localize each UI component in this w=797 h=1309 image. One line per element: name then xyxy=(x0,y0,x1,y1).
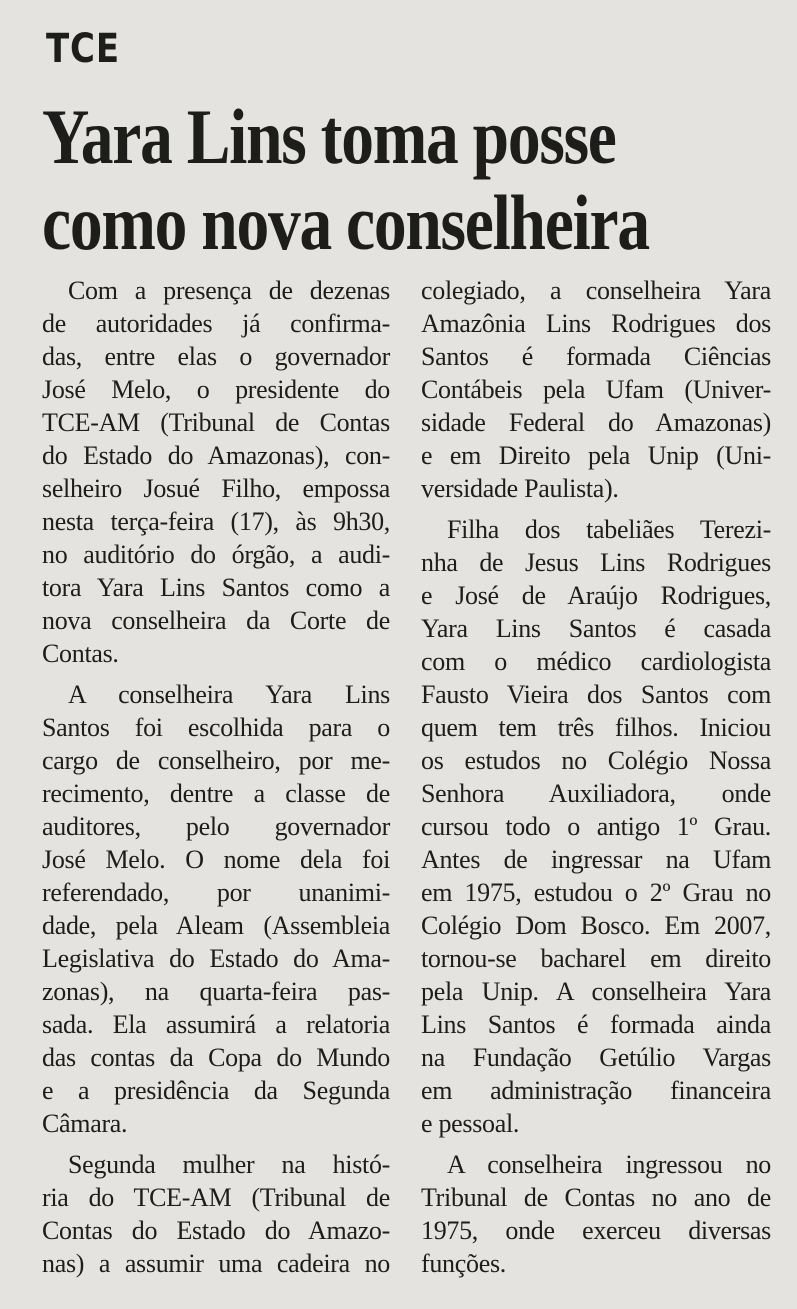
text-line: tornou-se bacharel em direito xyxy=(421,944,771,973)
paragraph-gap xyxy=(421,1140,771,1148)
headline xyxy=(42,94,668,266)
text-line: selheiro Josué Filho, empossa xyxy=(42,474,390,503)
text-line: Lins Santos é formada ainda xyxy=(421,1010,771,1039)
text-line: sidade Federal do Amazonas) xyxy=(421,408,771,437)
text-line: Segunda mulher na histó- xyxy=(68,1150,390,1179)
text-line: Com a presença de dezenas xyxy=(68,276,390,305)
text-line: dade, pela Aleam (Assembleia xyxy=(42,911,390,940)
text-line: Contas. xyxy=(42,639,119,668)
text-line: recimento, dentre a classe de xyxy=(42,779,390,808)
text-line: Fausto Vieira dos Santos com xyxy=(421,680,771,709)
text-line: versidade Paulista). xyxy=(421,474,619,503)
text-line: no auditório do órgão, a audi- xyxy=(42,540,390,569)
text-line: Legislativa do Estado do Ama- xyxy=(42,944,390,973)
paragraph-gap xyxy=(421,505,771,513)
paragraph-gap xyxy=(42,1140,390,1148)
text-line: das, entre elas o governador xyxy=(42,342,390,371)
text-line: Senhora Auxiliadora, onde xyxy=(421,779,771,808)
text-line: Colégio Dom Bosco. Em 2007, xyxy=(421,911,771,940)
text-line: nova conselheira da Corte de xyxy=(42,606,390,635)
text-line: nha de Jesus Lins Rodrigues xyxy=(421,548,771,577)
text-line: auditores, pelo governador xyxy=(42,812,390,841)
headline-line-2: como nova conselheira xyxy=(42,179,649,266)
text-line: A conselheira ingressou no xyxy=(447,1150,771,1179)
text-line: TCE-AM (Tribunal de Contas xyxy=(42,408,390,437)
headline-line-1: Yara Lins toma posse xyxy=(42,93,616,180)
text-line: tora Yara Lins Santos como a xyxy=(42,573,390,602)
text-line: José Melo, o presidente do xyxy=(42,375,390,404)
text-line: e José de Araújo Rodrigues, xyxy=(421,581,771,610)
text-line: e em Direito pela Unip (Uni- xyxy=(421,441,771,470)
text-line: os estudos no Colégio Nossa xyxy=(421,746,771,775)
article-column-right xyxy=(421,274,771,1280)
text-line: Filha dos tabeliães Terezi- xyxy=(447,515,771,544)
text-line: Santos foi escolhida para o xyxy=(42,713,390,742)
text-line: cargo de conselheiro, por me- xyxy=(42,746,390,775)
text-line: do Estado do Amazonas), con- xyxy=(42,441,390,470)
article-column-left xyxy=(42,274,390,1280)
text-line: funções. xyxy=(421,1249,506,1278)
text-line: quem tem três filhos. Iniciou xyxy=(421,713,771,742)
text-line: ria do TCE-AM (Tribunal de xyxy=(42,1183,390,1212)
text-line: Câmara. xyxy=(42,1109,128,1138)
text-line: e a presidência da Segunda xyxy=(42,1076,390,1105)
text-line: e pessoal. xyxy=(421,1109,520,1138)
text-line: em 1975, estudou o 2º Grau no xyxy=(421,878,771,907)
text-line: zonas), na quarta-feira pas- xyxy=(42,977,390,1006)
text-line: referendado, por unanimi- xyxy=(42,878,390,907)
text-line: nesta terça-feira (17), às 9h30, xyxy=(42,507,390,536)
text-line: Amazônia Lins Rodrigues dos xyxy=(421,309,771,338)
text-line: Tribunal de Contas no ano de xyxy=(421,1183,771,1212)
section-label: TCE xyxy=(46,26,120,72)
text-line: José Melo. O nome dela foi xyxy=(42,845,390,874)
text-line: de autoridades já confirma- xyxy=(42,309,390,338)
text-line: pela Unip. A conselheira Yara xyxy=(421,977,771,1006)
text-line: sada. Ela assumirá a relatoria xyxy=(42,1010,390,1039)
text-line: Yara Lins Santos é casada xyxy=(421,614,771,643)
text-line: cursou todo o antigo 1º Grau. xyxy=(421,812,771,841)
text-line: Antes de ingressar na Ufam xyxy=(421,845,771,874)
text-line: A conselheira Yara Lins xyxy=(68,680,390,709)
text-line: 1975, onde exerceu diversas xyxy=(421,1216,771,1245)
text-line: Contas do Estado do Amazo- xyxy=(42,1216,390,1245)
text-line: nas) a assumir uma cadeira no xyxy=(42,1249,390,1278)
text-line: na Fundação Getúlio Vargas xyxy=(421,1043,771,1072)
text-line: em administração financeira xyxy=(421,1076,771,1105)
text-line: com o médico cardiologista xyxy=(421,647,771,676)
text-line: Contábeis pela Ufam (Univer- xyxy=(421,375,771,404)
paragraph-gap xyxy=(42,670,390,678)
text-line: Santos é formada Ciências xyxy=(421,342,771,371)
text-line: das contas da Copa do Mundo xyxy=(42,1043,390,1072)
text-line: colegiado, a conselheira Yara xyxy=(421,276,771,305)
